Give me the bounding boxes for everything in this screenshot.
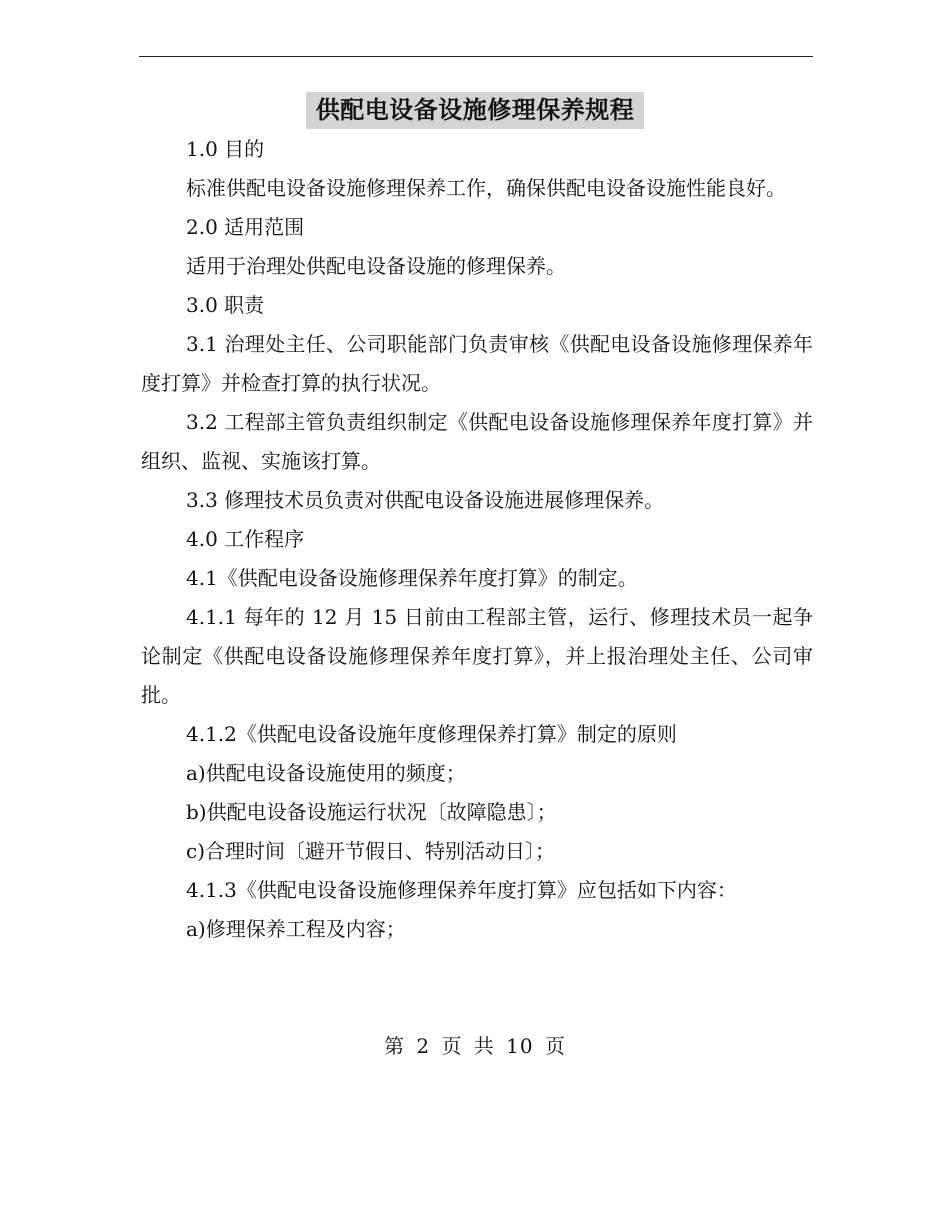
paragraph: a)修理保养工程及内容；: [186, 917, 406, 941]
paragraph: 3.1 治理处主任、公司职能部门负责审核《供配电设备设施修理保养年度打算》并检查打算的执行状况。: [141, 332, 813, 395]
paragraph: 4.1.1 每年的 12 月 15 日前由工程部主管，运行、修理技术员一起争论制定《供配电设备设施修理保养年度打算》，并上报治理处主任、公司审批。: [141, 605, 813, 707]
title-wrapper: [0, 92, 950, 129]
paragraph: 4.0 工作程序: [186, 527, 305, 551]
page-footer: [0, 1032, 950, 1060]
header-rule: [139, 56, 813, 57]
paragraph: 3.2 工程部主管负责组织制定《供配电设备设施修理保养年度打算》并组织、监视、实施该打算。: [141, 410, 813, 473]
paragraph: 4.1《供配电设备设施修理保养年度打算》的制定。: [186, 566, 638, 590]
document-title: 供配电设备设施修理保养规程: [306, 92, 645, 129]
paragraph: c)合理时间〔避开节假日、特别活动日〕；: [186, 839, 556, 863]
paragraph: 3.3 修理技术员负责对供配电设备设施进展修理保养。: [186, 488, 665, 512]
paragraph: 2.0 适用范围: [186, 215, 305, 239]
document-body: [141, 130, 813, 949]
paragraph: 1.0 目的: [186, 137, 265, 161]
paragraph: 4.1.2《供配电设备设施年度修理保养打算》制定的原则: [186, 722, 677, 746]
paragraph: 适用于治理处供配电设备设施的修理保养。: [186, 254, 566, 278]
paragraph: 4.1.3《供配电设备设施修理保养年度打算》应包括如下内容：: [186, 878, 737, 902]
paragraph: 3.0 职责: [186, 293, 265, 317]
paragraph: b)供配电设备设施运行状况〔故障隐患〕；: [186, 800, 557, 824]
page-number: 第 2 页 共 10 页: [384, 1034, 566, 1058]
paragraph: 标准供配电设备设施修理保养工作，确保供配电设备设施性能良好。: [186, 176, 786, 200]
paragraph: a)供配电设备设施使用的频度；: [186, 761, 466, 785]
